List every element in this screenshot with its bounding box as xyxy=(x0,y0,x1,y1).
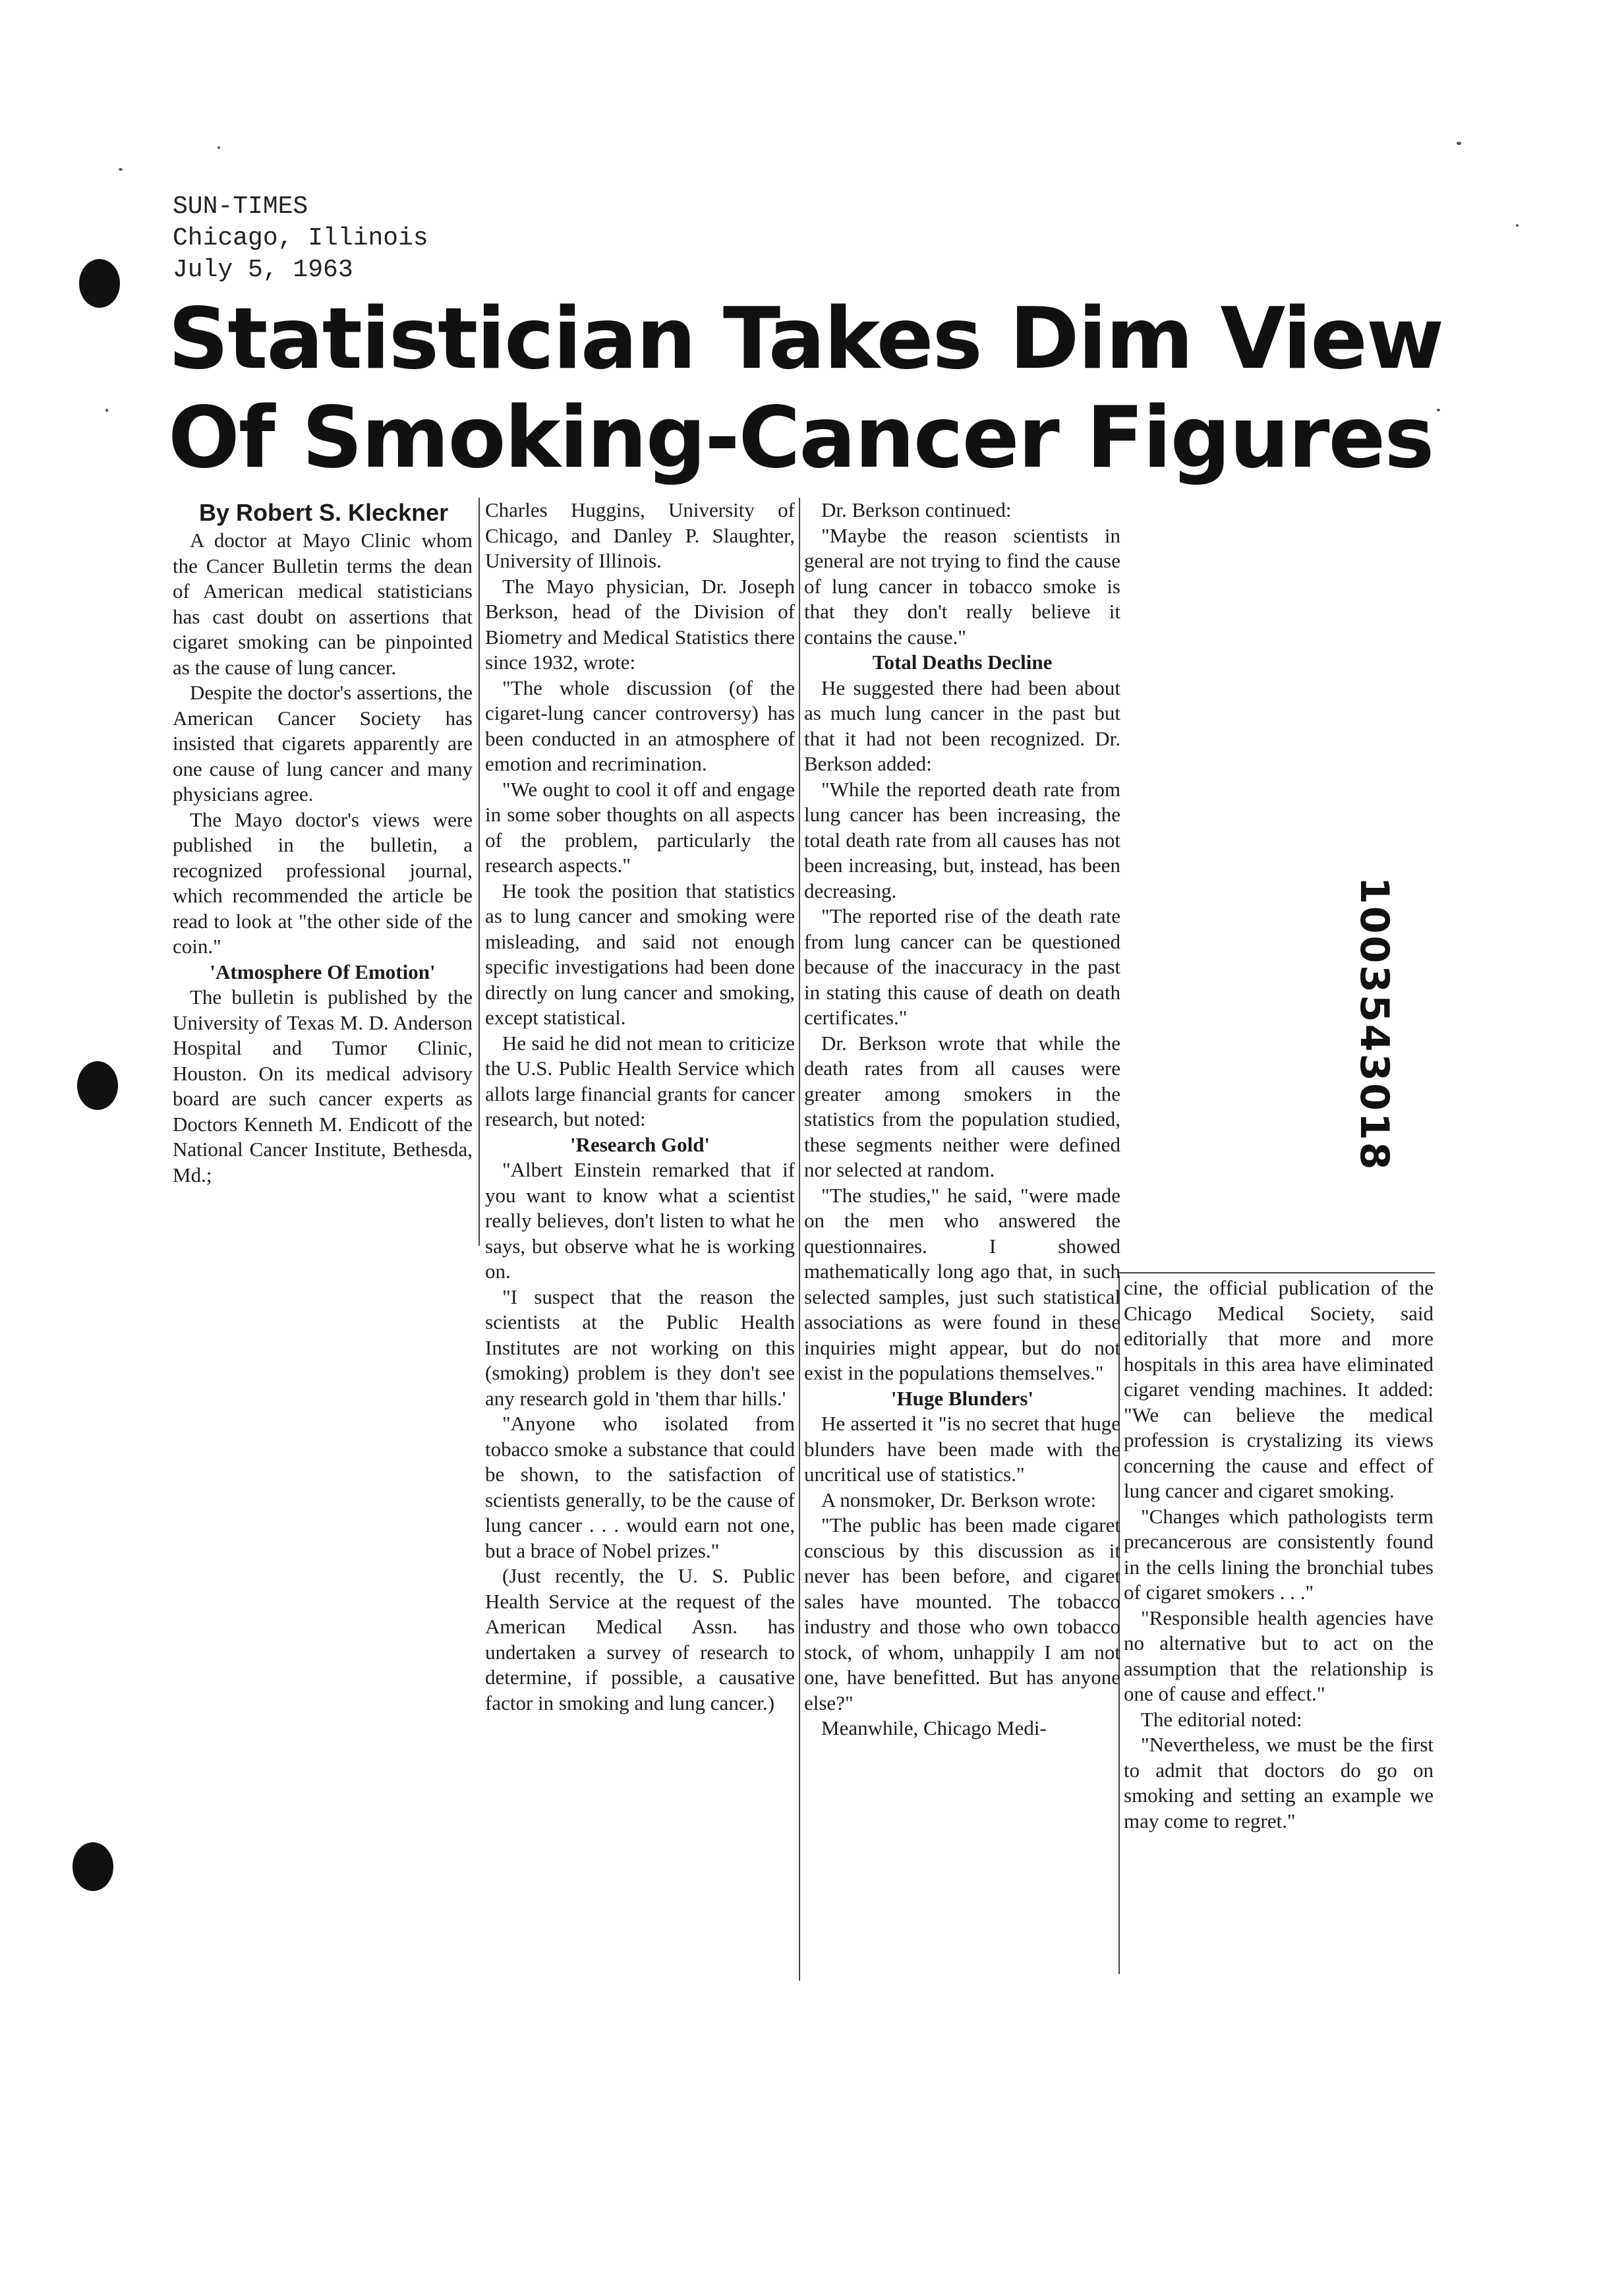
paragraph: A doctor at Mayo Clinic whom the Cancer Bulletin terms the dean of American medical statisticians has cast doubt on assertions that cigaret smoking can be pinpointed as the cause of lung cancer. xyxy=(173,529,473,679)
paragraph: (Just recently, the U. S. Public Health Service at the request of the American Medical Assn. has undertaken a survey of research to determine, if possible, a causative factor in smoking and lung cancer.) xyxy=(485,1564,795,1714)
paragraph: "Maybe the reason scientists in general are not trying to find the cause of lung cancer in tobacco smoke is that they don't really believe it contains the cause." xyxy=(804,523,1120,649)
paragraph: He said he did not mean to criticize the U.S. Public Health Service which allots large financial grants for cancer research, but noted: xyxy=(485,1031,795,1130)
paragraph: Dr. Berkson continued: xyxy=(821,498,1012,521)
scan-speck xyxy=(105,409,108,412)
subheading: 'Atmosphere Of Emotion' xyxy=(210,960,436,983)
article-column-4 xyxy=(1124,1275,1434,1834)
paragraph: The editorial noted: xyxy=(1141,1707,1302,1731)
article-column-2 xyxy=(485,498,795,1716)
paragraph: He asserted it "is no secret that huge blunders have been made with the uncritical use of statistics." xyxy=(804,1412,1120,1486)
paragraph: The Mayo doctor's views were published in the bulletin, a recognized professional journal, which recommended the article be read to look at "the other side of the coin." xyxy=(173,807,473,958)
scan-speck xyxy=(1437,409,1440,411)
source-date: July 5, 1963 xyxy=(173,256,353,284)
paragraph: He suggested there had been about as much lung cancer in the past but that it had not been recognized. Dr. Berkson added: xyxy=(804,676,1120,775)
subheading: 'Huge Blunders' xyxy=(890,1386,1034,1410)
headline-line-1: Statistician Takes Dim View xyxy=(168,290,1443,388)
paragraph: Despite the doctor's assertions, the American Cancer Society has insisted that cigarets apparently are one cause of lung cancer and many physicians agree. xyxy=(173,681,473,805)
paragraph: He took the position that statistics as to lung cancer and smoking were misleading, and said not enough specific investigations had been done directly on lung cancer and smoking, except statistical. xyxy=(485,879,795,1029)
paragraph: "The reported rise of the death rate from lung cancer can be questioned because of the inaccuracy in the past in stating this cause of death on death certificates." xyxy=(804,904,1120,1029)
source-stamp xyxy=(173,191,428,286)
paragraph: "While the reported death rate from lung cancer has been increasing, the total death rate from all causes has not been increasing, but, instead, has been decreasing. xyxy=(804,777,1120,902)
paragraph: A nonsmoker, Dr. Berkson wrote: xyxy=(821,1488,1097,1511)
subheading: Total Deaths Decline xyxy=(872,651,1053,674)
punch-hole-bottom xyxy=(72,1842,113,1891)
source-paper: SUN-TIMES xyxy=(173,192,308,221)
column-rule xyxy=(1118,1272,1435,1273)
paragraph: Charles Huggins, University of Chicago, and Danley P. Slaughter, University of Illinois. xyxy=(485,498,795,572)
paragraph: "The whole discussion (of the cigaret-lung cancer controversy) has been conducted in an atmosphere of emotion and recrimination. xyxy=(485,676,795,775)
headline xyxy=(168,290,1443,488)
paragraph: "Changes which pathologists term precancerous are consistently found in the cells lining the bronchial tubes of cigaret smokers . . ." xyxy=(1124,1504,1434,1604)
paragraph: "I suspect that the reason the scientists at the Public Health Institutes are not working on this (smoking) problem is they don't see any research gold in 'them thar hills.' xyxy=(485,1285,795,1410)
article-column-1 xyxy=(173,498,473,1188)
paragraph: Meanwhile, Chicago Medi- xyxy=(821,1716,1047,1739)
paragraph: "Nevertheless, we must be the first to admit that doctors do go on smoking and setting an example we may come to regret." xyxy=(1124,1733,1434,1832)
scan-speck xyxy=(119,168,123,171)
paragraph: Dr. Berkson wrote that while the death rates from all causes were greater among smokers in the statistics from the population studied, these segments neither were defined nor selected at random. xyxy=(804,1031,1120,1181)
paragraph: "The studies," he said, "were made on the men who answered the questionnaires. I showed mathematically long ago that, in such selected samples, just such statistical associations as were found in these inquiries might appear, but do not exist in the populations themselves." xyxy=(804,1183,1120,1384)
headline-line-2: Of Smoking-Cancer Figures xyxy=(168,389,1434,487)
scan-speck xyxy=(218,146,220,149)
punch-hole-top xyxy=(79,259,120,308)
paragraph: "The public has been made cigaret conscious by this discussion as it never has been before, and cigaret sales have mounted. The tobacco industry and those who own tobacco stock, of whom, unhappily I am not one, have benefitted. But has anyone else?" xyxy=(804,1513,1120,1714)
paragraph: "Responsible health agencies have no alternative but to act on the assumption that the relationship is one of cause and effect." xyxy=(1124,1606,1434,1705)
punch-hole-middle xyxy=(77,1061,118,1110)
source-city: Chicago, Illinois xyxy=(173,224,428,252)
paragraph: cine, the official publication of the Chicago Medical Society, said editorially that more and more hospitals in this area have eliminated cigaret vending machines. It added: "We can believe the medical profession is crystalizing its views concerning the cause and effect of lung cancer and cigaret smoking. xyxy=(1124,1276,1434,1502)
document-number: 1003543018 xyxy=(1351,877,1397,1172)
paragraph: "Anyone who isolated from tobacco smoke a substance that could be shown, to the satisfaction of scientists generally, to be the cause of lung cancer . . . would earn not one, but a brace of Nobel prizes." xyxy=(485,1412,795,1562)
column-rule xyxy=(799,498,800,1981)
article-column-3 xyxy=(804,498,1120,1741)
column-rule xyxy=(478,498,480,1246)
subheading: 'Research Gold' xyxy=(569,1132,710,1156)
paragraph: "Albert Einstein remarked that if you want to know what a scientist really believes, don't listen to what he says, but observe what he is working on. xyxy=(485,1158,795,1283)
scan-speck xyxy=(1457,142,1461,145)
paragraph: "We ought to cool it off and engage in some sober thoughts on all aspects of the problem, particularly the research aspects." xyxy=(485,777,795,877)
paragraph: The Mayo physician, Dr. Joseph Berkson, head of the Division of Biometry and Medical Statistics there since 1932, wrote: xyxy=(485,574,795,674)
byline: By Robert S. Kleckner xyxy=(199,499,449,526)
scan-speck xyxy=(1516,224,1519,227)
paragraph: The bulletin is published by the University of Texas M. D. Anderson Hospital and Tumor Clinic, Houston. On its medical advisory board are such cancer experts as Doctors Kenneth M. Endicott of the National Cancer Institute, Bethesda, Md.; xyxy=(173,985,473,1186)
